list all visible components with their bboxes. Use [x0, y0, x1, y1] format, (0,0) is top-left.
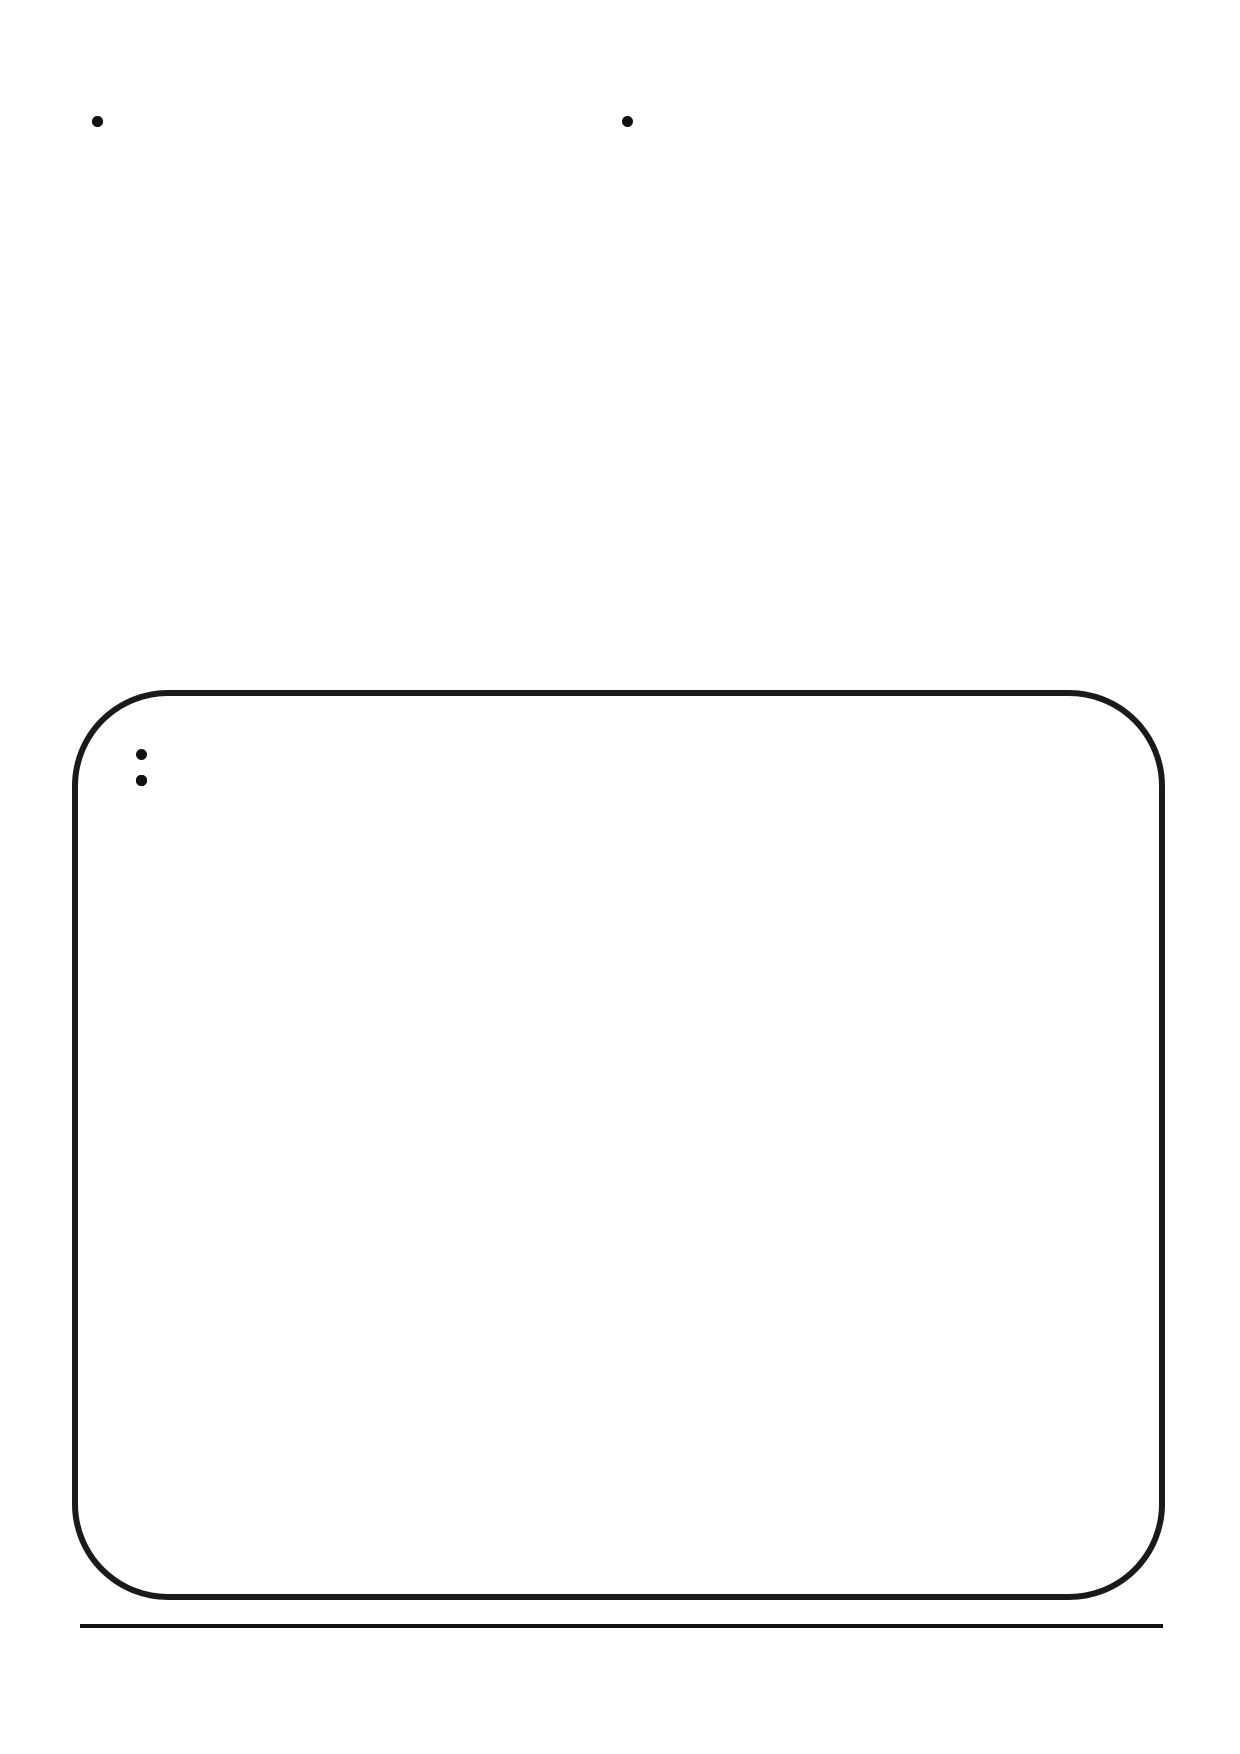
summary-list: [136, 732, 1109, 758]
bottom-rule: [80, 1624, 1163, 1628]
right-column: [620, 78, 1150, 100]
left-column: [90, 78, 610, 100]
summary-box: [72, 690, 1165, 1600]
